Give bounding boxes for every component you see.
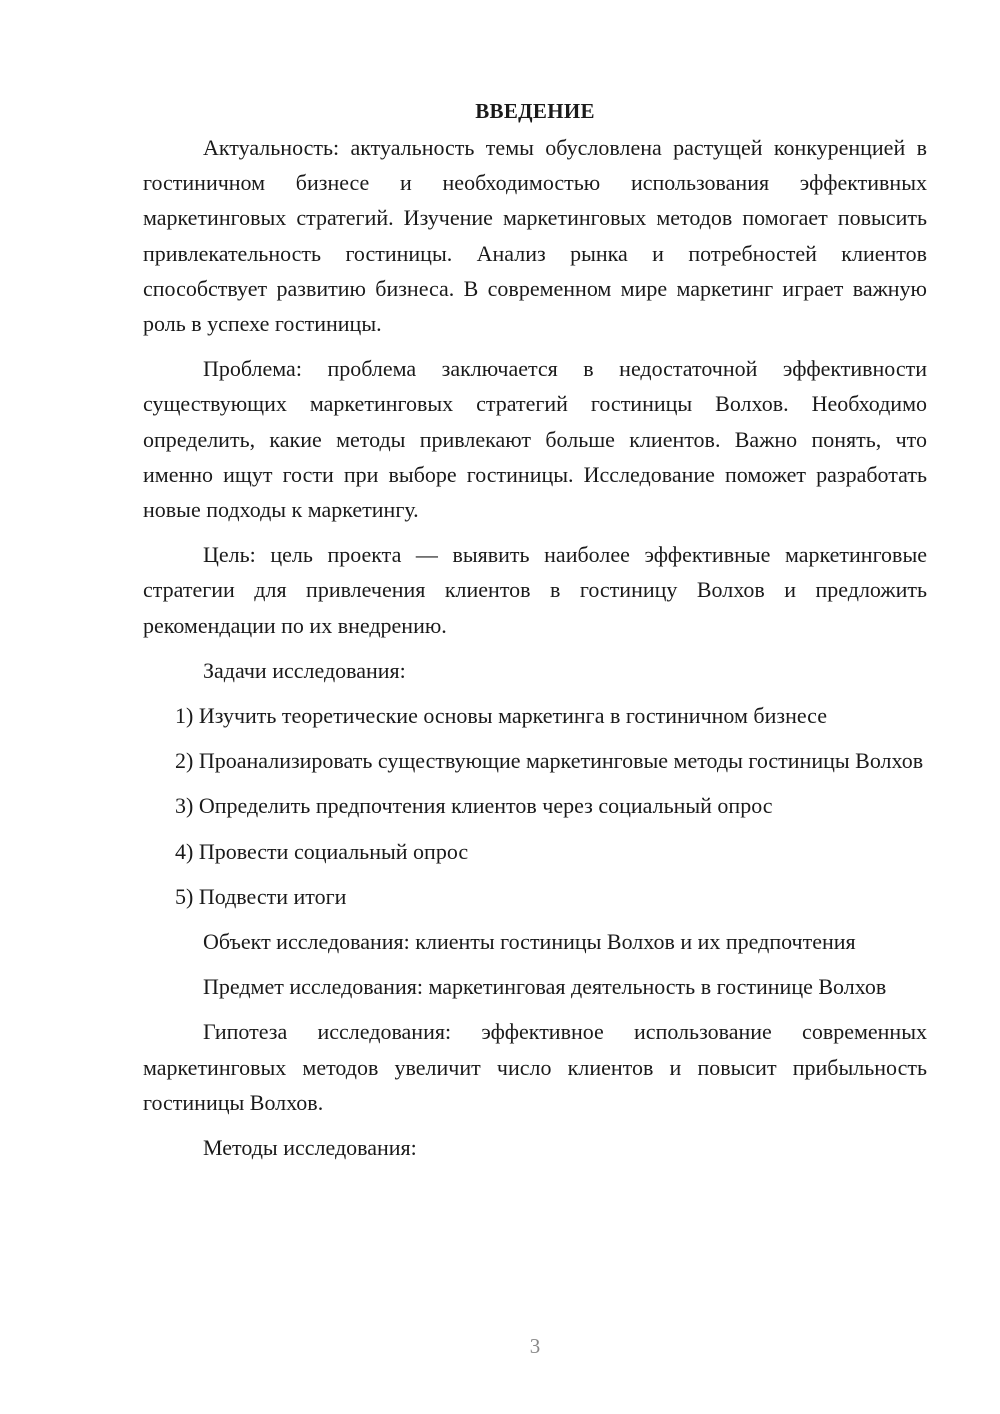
list-item-task-4: 4) Провести социальный опрос — [175, 838, 469, 864]
page-title: ВВЕДЕНИЕ — [475, 99, 595, 123]
list-item-task-2: 2) Проанализировать существующие маркетинговые методы гостиницы Волхов — [175, 748, 924, 774]
paragraph-problem: Проблема: проблема заключается в недостаточной эффективности существующих маркетинговых стратегий гостиницы Волхов. Необходимо определить, какие методы привлекают больше клиентов. Важно понять, что именно ищут гости при выборе гостиницы. Исследование поможет разработать новые подходы к маркетингу. — [143, 356, 927, 523]
paragraph-goal: Цель: цель проекта — выявить наиболее эффективные маркетинговые стратегии для привлечения клиентов в гостиницу Волхов и предложить рекомендации по их внедрению. — [143, 542, 927, 638]
paragraph-methods: Методы исследования: — [203, 1135, 417, 1161]
list-item-task-3: 3) Определить предпочтения клиентов через социальный опрос — [175, 793, 773, 819]
paragraph-relevance: Актуальность: актуальность темы обусловлена растущей конкуренцией в гостиничном бизнесе и необходимостью использования эффективных маркетинговых стратегий. Изучение маркетинговых методов помогает повысить привлекательность гостиницы. Анализ рынка и потребностей клиентов способствует развитию бизнеса. В современном мире маркетинг играет важную роль в успехе гостиницы. — [143, 135, 927, 337]
paragraph-hypothesis: Гипотеза исследования: эффективное использование современных маркетинговых методов увеличит число клиентов и повысит прибыльность гостиницы Волхов. — [143, 1019, 927, 1115]
paragraph-object: Объект исследования: клиенты гостиницы Волхов и их предпочтения — [203, 929, 856, 955]
page-number: 3 — [529, 1334, 541, 1358]
list-item-task-5: 5) Подвести итоги — [175, 883, 347, 909]
paragraph-subject: Предмет исследования: маркетинговая деятельность в гостинице Волхов — [203, 974, 887, 1000]
paragraph-tasks-heading: Задачи исследования: — [203, 657, 406, 683]
document-body — [143, 94, 927, 1165]
list-item-task-1: 1) Изучить теоретические основы маркетинга в гостиничном бизнесе — [175, 703, 827, 729]
